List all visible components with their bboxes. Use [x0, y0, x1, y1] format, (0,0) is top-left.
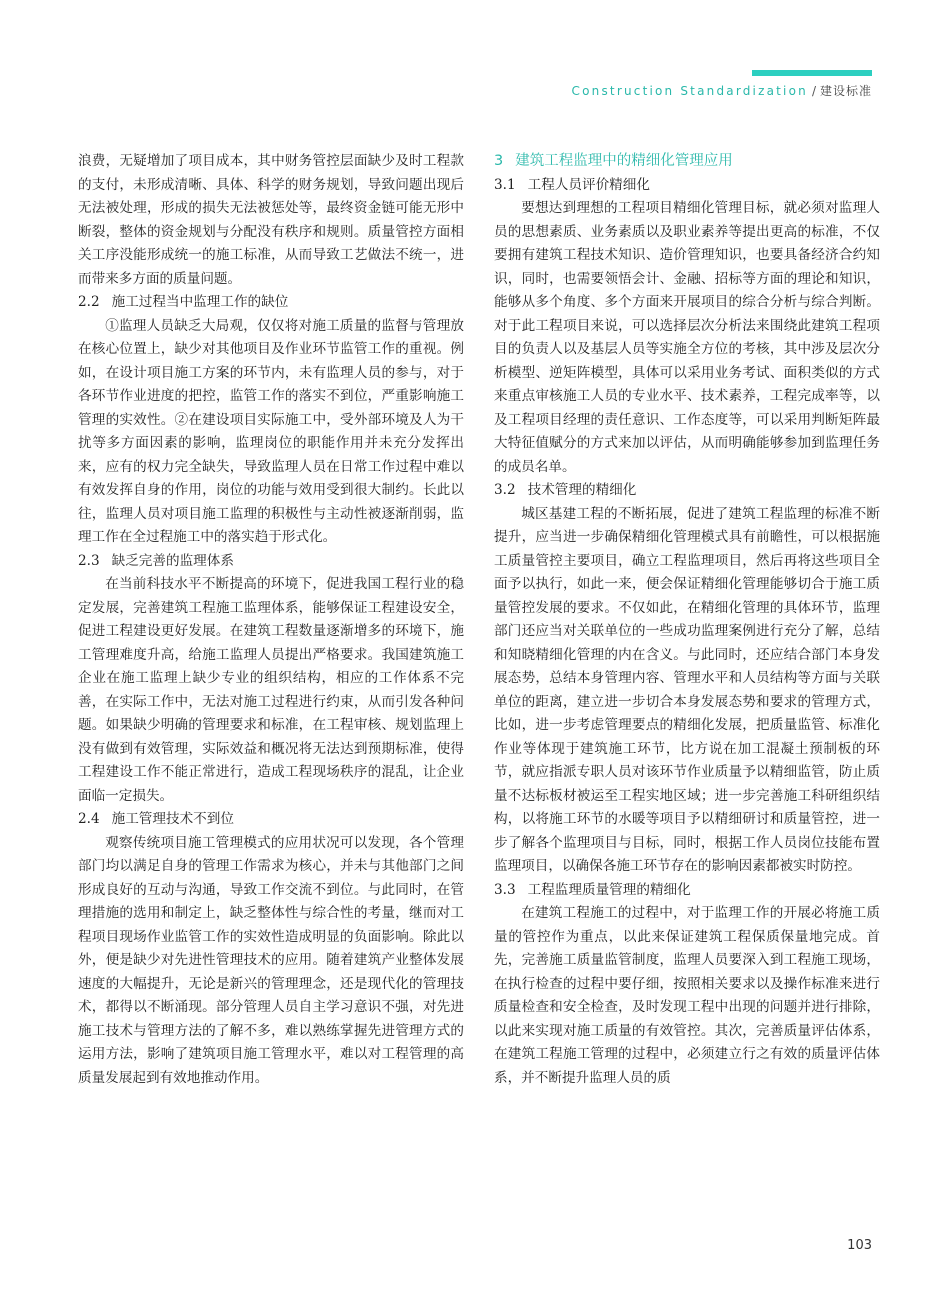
paragraph: ①监理人员缺乏大局观，仅仅将对施工质量的监督与管理放在核心位置上，缺少对其他项目及作业环节监管工作的重视。例如，在设计项目施工方案的环节内，未有监理人员的参与，对于各环节作业进度的把控，监管工作的落实不到位，严重影响施工管理的实效性。②在建设项目实际施工中，受外部环境及人为干扰等多方面因素的影响，监理岗位的职能作用并未充分发挥出来，应有的权力完全缺失，导致监理人员在日常工作过程中难以有效发挥自身的作用，岗位的功能与效用受到很大制约。长此以往，监理人员对项目施工监理的积极性与主动性被逐渐削弱，监理工作在全过程施工中的落实趋于形式化。 [78, 317, 464, 545]
header-separator: / [811, 84, 816, 98]
section-number: 3 [494, 153, 504, 169]
left-column [78, 150, 464, 1090]
right-column [494, 150, 880, 1090]
paragraph: 观察传统项目施工管理模式的应用状况可以发现，各个管理部门均以满足自身的管理工作需求为核心，并未与其他部门之间形成良好的互动与沟通，导致工作交流不到位。与此同时，在管理措施的选用和制定上，缺乏整体性与综合性的考量，继而对工程项目现场作业监管工作的实效性造成明显的负面影响。除此以外，便是缺少对先进性管理技术的应用。随着建筑产业整体发展速度的大幅提升，无论是新兴的管理理念，还是现代化的管理技术，都得以不断涌现。部分管理人员自主学习意识不强，对先进施工技术与管理方法的了解不多，难以熟练掌握先进管理方式的运用方法，影响了建筑项目施工管理水平，难以对工程管理的高质量发展起到有效地推动作用。 [78, 834, 464, 1086]
section-title: 工程人员评价精细化 [527, 176, 650, 193]
journal-name-en: Construction Standardization [571, 84, 808, 98]
section-title: 施工管理技术不到位 [111, 811, 234, 827]
section-number: 2.3 [78, 552, 100, 569]
section-title: 建筑工程监理中的精细化管理应用 [515, 153, 733, 169]
section-number: 2.4 [78, 811, 100, 827]
paragraph: 在当前科技水平不断提高的环境下，促进我国工程行业的稳定发展，完善建筑工程施工监理体系，能够保证工程建设安全，促进工程建设更好发展。在建筑工程数量逐渐增多的环境下，施工管理难度升高，给施工监理人员提出严格要求。我国建筑施工企业在施工监理上缺少专业的组织结构，相应的工作体系不完善，在实际工作中，无法对施工过程进行约束，从而引发各种问题。如果缺少明确的管理要求和标准，在工程审核、规划监理上没有做到有效管理，实际效益和概况将无法达到预期标准，使得工程建设工作不能正常进行，造成工程现场秩序的混乱，让企业面临一定损失。 [78, 576, 464, 804]
paragraph: 浪费，无疑增加了项目成本，其中财务管控层面缺少及时工程款的支付，未形成清晰、具体、科学的财务规划，导致问题出现后无法被处理，形成的损失无法被惩处等，最终资金链可能无形中断裂，整体的资金规划与分配没有秩序和规则。质量管控方面相关工序没能形成统一的施工标准，从而导致工艺做法不统一，进而带来多方面的质量问题。 [78, 153, 464, 287]
section-heading-3-2 [494, 479, 880, 503]
section-title: 施工过程当中监理工作的缺位 [111, 294, 289, 310]
section-heading-3-3 [494, 879, 880, 903]
section-title: 缺乏完善的监理体系 [111, 552, 234, 569]
section-title: 技术管理的精细化 [527, 482, 637, 498]
paragraph: 城区基建工程的不断拓展，促进了建筑工程监理的标准不断提升，应当进一步确保精细化管理模式具有前瞻性，可以根据施工质量管控主要项目，确立工程监理项目，然后再将这些项目全面予以执行，如此一来，便会保证精细化管理能够切合于施工质量管控发展的要求。不仅如此，在精细化管理的具体环节，监理部门还应当对关联单位的一些成功监理案例进行充分了解，总结和知晓精细化管理的内在含义。与此同时，还应结合部门本身发展态势，总结本身管理内容、管理水平和人员结构等方面与关联单位的距离，建立进一步切合本身发展态势和要求的管理方式，比如，进一步考虑管理要点的精细化发展，把质量监管、标准化作业等体现于建筑施工环节，比方说在加工混凝土预制板的环节，就应指派专职人员对该环节作业质量予以精细监管，防止质量不达标板材被运至工程实地区域；进一步完善施工科研组织结构，以将施工环节的水暖等项目予以精细研讨和质量管控，进一步了解各个监理项目与目标，同时，根据工作人员岗位技能布置监理项目，以确保各施工环节存在的影响因素都被实时防控。 [494, 505, 880, 874]
running-header [572, 82, 872, 99]
section-number: 2.2 [78, 294, 100, 310]
section-heading-3-1 [494, 174, 880, 198]
page-number: 103 [847, 1238, 872, 1253]
section-number: 3.2 [494, 482, 516, 498]
paragraph: 在建筑工程施工的过程中，对于监理工作的开展必将施工质量的管控作为重点，以此来保证建筑工程保质保量地完成。首先，完善施工质量监管制度，监理人员要深入到工程施工现场，在执行检查的过程中要仔细，按照相关要求以及操作标准来进行质量检查和安全检查，及时发现工程中出现的问题并进行排除，以此来实现对施工质量的有效管控。其次，完善质量评估体系，在建筑工程施工管理的过程中，必须建立行之有效的质量评估体系，并不断提升监理人员的质 [494, 905, 880, 1086]
section-heading-2-3 [78, 550, 464, 574]
section-heading-3 [494, 150, 880, 174]
journal-section-cn: 建设标准 [819, 84, 872, 98]
section-heading-2-4 [78, 808, 464, 832]
section-heading-2-2 [78, 291, 464, 315]
section-number: 3.3 [494, 881, 516, 898]
section-number: 3.1 [494, 176, 516, 193]
header-accent-bar [752, 70, 872, 76]
section-title: 工程监理质量管理的精细化 [527, 881, 691, 898]
paragraph: 要想达到理想的工程项目精细化管理目标，就必须对监理人员的思想素质、业务素质以及职业素养等提出更高的标准，不仅要拥有建筑工程技术知识、造价管理知识，也要具备经济合约知识，同时，也需要领悟会计、金融、招标等方面的理论和知识，能够从多个角度、多个方面来开展项目的综合分析与综合判断。对于此工程项目来说，可以选择层次分析法来围绕此建筑工程项目的负责人以及基层人员等实施全方位的考核，其中涉及层次分析模型、逆矩阵模型，具体可以采用业务考试、面积类似的方式来重点审核施工人员的专业水平、技术素养，工程完成率等，以及工程项目经理的责任意识、工作态度等，可以采用判断矩阵最大特征值赋分的方式来加以评估，从而明确能够参加到监理任务的成员名单。 [494, 200, 880, 475]
